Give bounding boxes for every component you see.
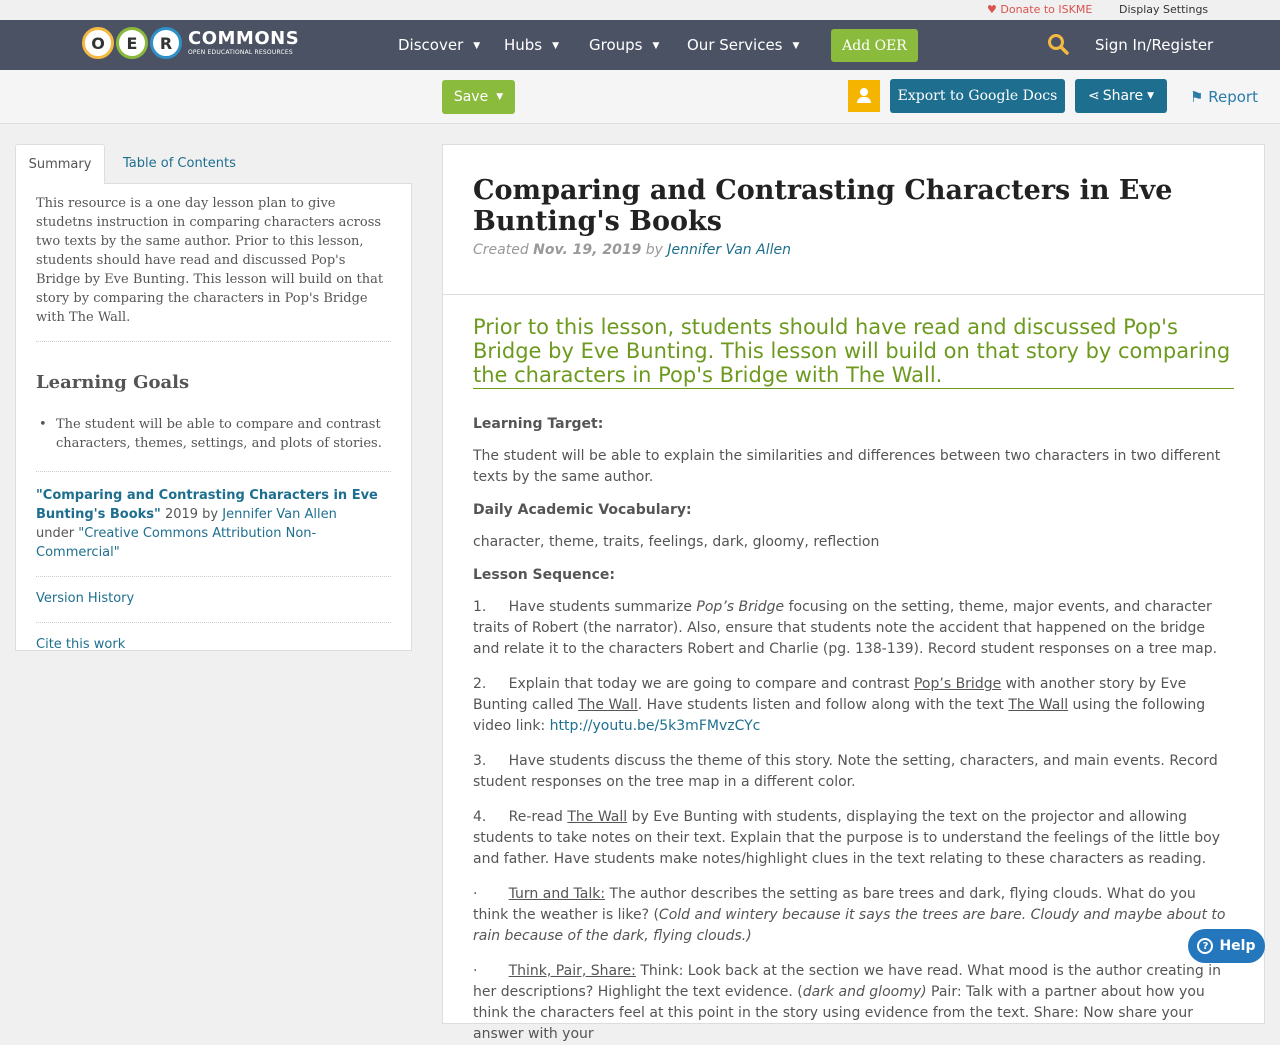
attribution: "Comparing and Contrasting Characters in Eve Bunting's Books" 2019 by Jennifer Van Allen under "Creative Commons Attribution Non-Commercial" <box>36 488 378 560</box>
video-link[interactable]: http://youtu.be/5k3mFMvzCYc <box>545 718 761 734</box>
lead-paragraph: Prior to this lesson, students should have read and discussed Pop's Bridge by Eve Bunting. This lesson will build on that story by comparing the characters in Pop's Bridge with The Wall. <box>473 315 1234 389</box>
sign-in-register-link[interactable]: Sign In/Register <box>1095 36 1214 54</box>
divider <box>36 341 391 342</box>
summary-panel <box>15 183 412 651</box>
heart-icon: ♥ <box>987 3 997 16</box>
resource-sidebar <box>15 144 412 651</box>
flag-icon: ⚑ <box>1190 88 1204 106</box>
created-meta: Created Nov. 19, 2019 by Jennifer Van Allen <box>473 242 791 258</box>
chevron-down-icon: ▼ <box>552 41 560 51</box>
resource-toolbar <box>0 70 1280 124</box>
add-oer-button[interactable]: Add OER <box>831 29 918 62</box>
donate-link[interactable]: ♥ Donate to ISKME <box>987 3 1093 16</box>
step-3: 3. Have students discuss the theme of this story. Note the setting, characters, and main events. Record student responses on the tree map in a different color. <box>473 753 1218 790</box>
logo-letter-r: R <box>150 27 182 59</box>
bullet-think-pair-share: · Think, Pair, Share: Think: Look back at the section we have read. What mood is the author creating in her descriptions? Highlight the text evidence. (dark and gloomy) Pair: Talk with a partner about how you think the characters feel at this point in the story using evidence from the text. Share: Now share your answer with your <box>473 963 1221 1042</box>
sidebar-tabs <box>15 144 412 184</box>
tab-table-of-contents[interactable]: Table of Contents <box>123 156 236 171</box>
created-date: Nov. 19, 2019 <box>533 242 642 258</box>
logo-letter-e: E <box>116 27 148 59</box>
step-4: 4. Re-read The Wall by Eve Bunting with students, displaying the text on the projector and allowing students to take notes on their text. Explain that the purpose is to understand the feelings of the little boy and father. Have students make notes/highlight clues in the text relating to these characters as reading. <box>473 809 1221 867</box>
display-settings-link[interactable]: Display Settings <box>1119 3 1209 16</box>
google-classroom-icon[interactable] <box>848 80 880 112</box>
attribution-title-link[interactable]: "Comparing and Contrasting Characters in Eve Bunting's Books" <box>36 488 378 522</box>
logo-letter-o: O <box>82 27 114 59</box>
step-2: 2. Explain that today we are going to compare and contrast Pop’s Bridge with another story by Eve Bunting called The Wall. Have students listen and follow along with the text The Wall using the following video link: http://youtu.be/5k3mFMvzCYc <box>473 676 1206 734</box>
vocab-text: character, theme, traits, feelings, dark, gloomy, reflection <box>473 534 880 550</box>
learning-goals-list <box>36 415 391 453</box>
learning-goal-item: • The student will be able to compare and contrast characters, themes, settings, and plots of stories. <box>39 415 391 453</box>
resource-content <box>442 144 1265 1042</box>
caret-down-icon: ▼ <box>1147 91 1155 101</box>
step-1: 1. Have students summarize Pop’s Bridge focusing on the setting, theme, major events, and character traits of Robert (the narrator). Also, ensure that students note the accident that happened on the bridge and relate it to the characters Robert and Charlie (pg. 138-139). Record student responses on a tree map. <box>473 599 1218 657</box>
question-icon: ? <box>1197 938 1213 954</box>
author-link[interactable]: Jennifer Van Allen <box>667 242 791 258</box>
nav-discover[interactable]: Discover ▼ <box>398 36 481 54</box>
resource-body <box>443 295 1264 1045</box>
page-title: Comparing and Contrasting Characters in Eve Bunting's Books <box>473 175 1173 237</box>
license-link[interactable]: "Creative Commons Attribution Non-Commercial" <box>36 526 317 560</box>
caret-down-icon: ▼ <box>496 92 504 102</box>
help-button[interactable]: ? Help <box>1188 929 1265 963</box>
attribution-author-link[interactable]: Jennifer Van Allen <box>222 507 337 522</box>
version-history-link[interactable]: Version History <box>36 591 135 606</box>
resource-header <box>443 145 1264 295</box>
chevron-down-icon: ▼ <box>792 41 800 51</box>
save-button[interactable]: Save ▼ <box>442 80 515 114</box>
tab-summary[interactable]: Summary <box>15 144 105 184</box>
top-strip <box>0 0 1280 20</box>
main-navbar <box>0 20 1280 70</box>
vocab-label: Daily Academic Vocabulary: <box>473 502 692 518</box>
learning-goals-heading: Learning Goals <box>36 372 190 393</box>
divider <box>36 622 391 623</box>
learning-target-text: The student will be able to explain the similarities and differences between two characters in two different texts by the same author. <box>473 448 1221 485</box>
oer-commons-logo[interactable] <box>82 25 299 61</box>
share-button[interactable]: ⋖ Share ▼ <box>1075 79 1167 113</box>
chevron-down-icon: ▼ <box>652 41 660 51</box>
nav-our-services[interactable]: Our Services ▼ <box>687 36 800 54</box>
export-google-docs-button[interactable]: Export to Google Docs <box>890 79 1065 113</box>
report-link[interactable]: ⚑ Report <box>1190 88 1258 106</box>
cite-this-work-link[interactable]: Cite this work <box>36 637 126 652</box>
nav-hubs[interactable]: Hubs ▼ <box>504 36 560 54</box>
lesson-sequence-label: Lesson Sequence: <box>473 567 615 583</box>
bullet-turn-and-talk: · Turn and Talk: The author describes the setting as bare trees and dark, flying clouds. What do you think the weather is like? (Cold and wintery because it says the trees are bare. Cloudy and maybe about to rain because of the dark, flying clouds.) <box>473 886 1226 944</box>
learning-target-label: Learning Target: <box>473 416 604 432</box>
search-icon[interactable] <box>1047 33 1069 55</box>
chevron-down-icon: ▼ <box>473 41 481 51</box>
divider <box>36 471 391 472</box>
share-icon: ⋖ <box>1087 88 1100 104</box>
summary-text: This resource is a one day lesson plan to give studetns instruction in comparing characters across two texts by the same author. Prior to this lesson, students should have read and discussed Pop's Bridge by Eve Bunting. This lesson will build on that story by comparing the characters in Pop's Bridge with The Wall. <box>36 196 384 325</box>
nav-groups[interactable]: Groups ▼ <box>589 36 660 54</box>
divider <box>36 576 391 577</box>
logo-wordmark: COMMONS OPEN EDUCATIONAL RESOURCES <box>188 28 300 56</box>
